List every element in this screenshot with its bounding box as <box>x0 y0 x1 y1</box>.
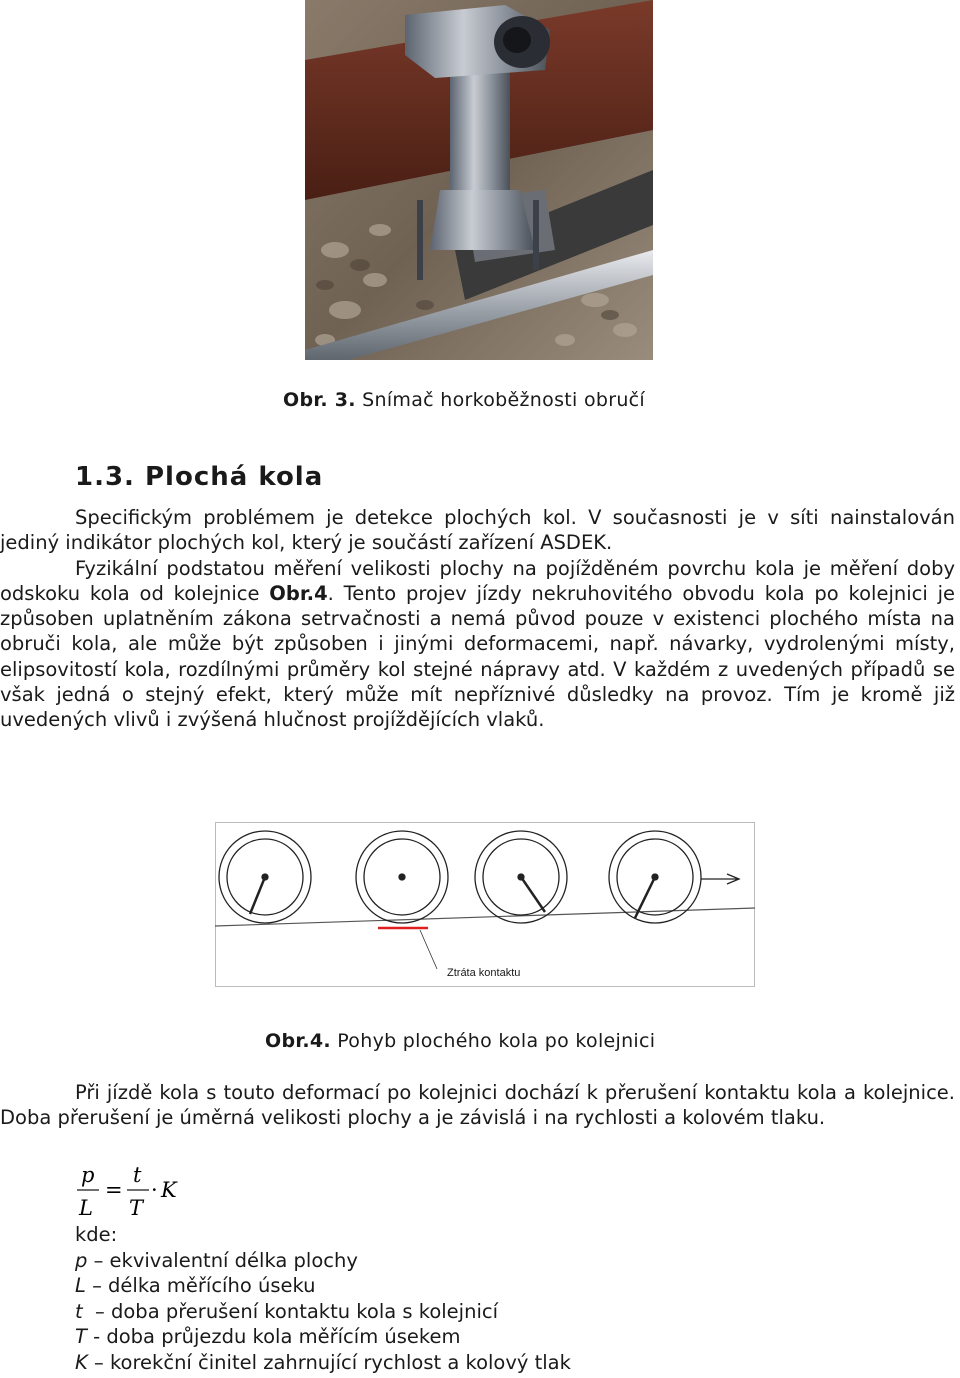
figure1-caption-text: Snímač horkoběžnosti obručí <box>362 389 646 411</box>
flat-wheel-diagram <box>215 822 755 987</box>
paragraph-1-body <box>0 556 955 733</box>
definition-text: – ekvivalentní délka plochy <box>87 1248 358 1272</box>
figure1-caption-label: Obr. 3. <box>283 389 356 411</box>
figure2-caption-text: Pohyb plochého kola po kolejnici <box>337 1030 656 1052</box>
definition-text: – délka měřícího úseku <box>85 1274 316 1297</box>
figure1-caption <box>283 389 645 411</box>
definition-text: - doba průjezdu kola měřícím úsekem <box>86 1325 461 1348</box>
figure2-caption-label: Obr.4. <box>265 1030 331 1052</box>
definition-item <box>75 1324 571 1350</box>
formula-p: p <box>81 1163 95 1187</box>
paragraph-2 <box>0 1080 955 1131</box>
contact-loss-label: Ztráta kontaktu <box>447 967 521 979</box>
figure2-caption <box>265 1030 655 1052</box>
definition-item <box>75 1273 571 1299</box>
definition-text: – doba přerušení kontaktu kola s kolejnicí <box>82 1299 499 1323</box>
paragraph-1-sentence-1: Specifickým problémem je detekce plochých kol. V současnosti je v síti nainstalován jediný indikátor plochých kol, který je součástí zařízení ASDEK. <box>0 506 955 555</box>
definition-item <box>75 1299 571 1325</box>
definition-symbol: L <box>75 1274 86 1297</box>
formula-T: T <box>129 1196 144 1220</box>
paragraph-1-part-b: . Tento projev jízdy nekruhovitého obvodu kola po kolejnici je způsoben uplatněním zákona setrvačnosti a nemá původ pouze v existenci plochého místa na obruči kola, ale může být způsoben i jinými deformacemi, např. návarky, vydrolenými místy, elipsovitostí kola, rozdílnými průměry kol stejné nápravy atd. V každém z uvedených případů se však jedná o stejný efekt, který může mít nepříznivé důsledky na provoz. Tím je kromě již uvedených vlivů i zvýšená hlučnost projíždějících vlaků. <box>0 581 955 732</box>
paragraph-2-text: Při jízdě kola s touto deformací po kolejnici dochází k přerušení kontaktu kola a kolejnice. Doba přerušení je úměrná velikosti plochy a je závislá i na rychlosti a kolovém tlaku. <box>0 1081 955 1130</box>
definition-symbol: t <box>75 1299 83 1323</box>
formula <box>75 1160 195 1222</box>
formula-L: L <box>79 1196 93 1220</box>
definition-symbol: T <box>75 1325 87 1348</box>
formula-K: K <box>161 1178 177 1202</box>
direction-arrow <box>701 874 739 884</box>
section-heading <box>75 462 323 492</box>
definition-text: – korekční činitel zahrnující rychlost a kolový tlak <box>87 1350 571 1374</box>
definition-item <box>75 1350 571 1376</box>
section-title: Plochá kola <box>145 462 324 492</box>
definitions-intro: kde: <box>75 1223 118 1246</box>
definition-symbol: K <box>75 1350 88 1374</box>
definition-symbol: p <box>75 1248 88 1272</box>
definition-item <box>75 1248 571 1274</box>
paragraph-1 <box>0 505 955 733</box>
formula-eq: = <box>105 1178 123 1202</box>
section-number: 1.3. <box>75 462 135 492</box>
formula-t: t <box>133 1163 142 1187</box>
formula-dot: · <box>151 1178 158 1202</box>
definitions-list <box>75 1222 571 1375</box>
sensor-photo <box>305 0 653 360</box>
figure-reference: Obr.4 <box>269 581 328 605</box>
paragraph-1-part-a: Fyzikální podstatou měření velikosti plochy na pojížděném povrchu kola je měření doby odskoku kola od kolejnice <box>0 556 955 605</box>
